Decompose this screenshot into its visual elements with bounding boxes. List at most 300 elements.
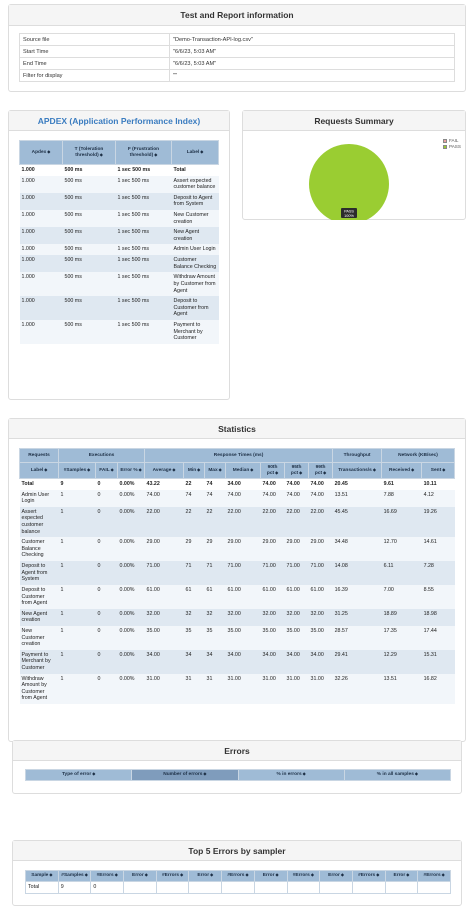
top5-header-label: Error [328, 873, 340, 879]
top5-header-label: Error [132, 873, 144, 879]
table-row [20, 479, 455, 490]
table-row [20, 537, 455, 561]
top5-header[interactable] [385, 871, 418, 882]
table-cell: 32.00 [285, 609, 309, 626]
table-cell: 1 sec 500 ms [116, 272, 172, 296]
info-value: "6/6/23, 5:03 AM" [170, 46, 455, 58]
stats-group-header: Requests [20, 449, 59, 463]
table-cell: 0.00% [118, 490, 145, 507]
sort-icon: ◆ [275, 469, 279, 475]
table-cell: 74 [184, 490, 205, 507]
legend-pass-label: PASS [449, 144, 461, 149]
table-cell: 71.00 [285, 561, 309, 585]
stats-header[interactable] [20, 463, 59, 479]
errors-header[interactable] [238, 770, 344, 781]
apdex-panel [8, 110, 230, 400]
table-cell: New Agent creation [20, 609, 59, 626]
stats-header-label: 90th pct [266, 464, 278, 476]
table-cell: 1 sec 500 ms [116, 244, 172, 255]
table-cell: 71.00 [309, 561, 333, 585]
stats-header-label: Min [187, 467, 197, 473]
errors-title: Errors [13, 741, 461, 761]
pie-label: PASS [344, 209, 354, 214]
legend-pass[interactable] [443, 144, 461, 150]
table-cell: 61 [205, 585, 226, 609]
table-cell: Deposit to Customer from Agent [172, 296, 219, 320]
table-cell: 1 [59, 650, 96, 674]
table-cell: 43.22 [145, 479, 184, 490]
stats-header[interactable] [261, 463, 285, 479]
sort-icon: ◆ [87, 466, 91, 472]
table-cell: 0 [96, 585, 118, 609]
table-cell: 500 ms [63, 244, 116, 255]
table-cell: 74.00 [309, 479, 333, 490]
stats-header[interactable] [226, 463, 261, 479]
table-cell: 74.00 [145, 490, 184, 507]
top5-header[interactable] [352, 871, 385, 882]
table-cell: 34.00 [285, 650, 309, 674]
table-cell: 4.12 [422, 490, 455, 507]
stats-header[interactable] [205, 463, 226, 479]
top5-header-label: Error [197, 873, 210, 879]
sort-icon: ◆ [44, 466, 48, 472]
table-cell: 22 [205, 507, 226, 537]
table-cell: 71.00 [261, 561, 285, 585]
table-cell: 22.00 [261, 507, 285, 537]
info-label: Start Time [20, 46, 170, 58]
stats-header[interactable] [382, 463, 422, 479]
top5-header[interactable] [320, 871, 353, 882]
errors-panel [12, 740, 462, 794]
statistics-table [19, 448, 455, 704]
top5-header[interactable] [418, 871, 451, 882]
table-cell: 16.39 [333, 585, 382, 609]
table-cell: 1.000 [20, 176, 63, 193]
stats-header[interactable] [96, 463, 118, 479]
errors-header[interactable] [26, 770, 132, 781]
table-cell: 71 [205, 561, 226, 585]
table-cell: 1.000 [20, 210, 63, 227]
table-cell: Total [172, 165, 219, 176]
table-cell: Admin User Login [20, 490, 59, 507]
table-row [20, 585, 455, 609]
sort-icon: ◆ [144, 872, 148, 878]
table-cell: 32.00 [309, 609, 333, 626]
table-cell: Payment to Merchant by Customer [20, 650, 59, 674]
table-cell: 9.61 [382, 479, 422, 490]
table-cell: 32.26 [333, 674, 382, 704]
table-row [26, 882, 451, 894]
table-cell: 17.44 [422, 626, 455, 650]
stats-header[interactable] [184, 463, 205, 479]
sort-icon: ◆ [245, 872, 249, 878]
table-cell: New Customer creation [172, 210, 219, 227]
table-cell: 31.00 [285, 674, 309, 704]
table-cell: 18.89 [382, 609, 422, 626]
table-cell: 7.00 [382, 585, 422, 609]
top5-header-label: Error [393, 873, 406, 879]
sort-icon: ◆ [210, 872, 214, 878]
sort-icon: ◆ [442, 466, 446, 472]
table-cell: 29.00 [226, 537, 261, 561]
table-cell: 22.00 [145, 507, 184, 537]
table-cell: 8.55 [422, 585, 455, 609]
info-row [20, 58, 455, 70]
apdex-header-label: Label [186, 149, 200, 155]
table-cell: 34.00 [226, 479, 261, 490]
table-row [20, 176, 219, 193]
table-cell: 1.000 [20, 296, 63, 320]
table-cell [385, 882, 418, 894]
table-cell: Assert expected customer balance [172, 176, 219, 193]
top5-title: Top 5 Errors by sampler [13, 841, 461, 861]
stats-header-label: #Samples [63, 467, 87, 473]
stats-header-label: 99th pct [314, 464, 326, 476]
table-cell: 34.00 [226, 650, 261, 674]
statistics-title: Statistics [9, 419, 465, 439]
table-cell: 74.00 [309, 490, 333, 507]
table-cell: 0.00% [118, 537, 145, 561]
apdex-table [19, 140, 219, 344]
table-cell: Assert expected customer balance [20, 507, 59, 537]
stats-header[interactable] [145, 463, 184, 479]
apdex-header[interactable] [116, 141, 172, 165]
table-cell: 0 [96, 626, 118, 650]
table-cell: 29.00 [261, 537, 285, 561]
table-cell: Withdraw Amount by Customer from Agent [20, 674, 59, 704]
table-cell: 34.48 [333, 537, 382, 561]
test-info-title: Test and Report information [9, 5, 465, 26]
table-row [20, 210, 219, 227]
sort-icon: ◆ [49, 872, 53, 878]
table-cell: 0 [96, 490, 118, 507]
table-cell: 500 ms [63, 176, 116, 193]
table-cell: 61.00 [309, 585, 333, 609]
table-cell: 1 [59, 490, 96, 507]
table-cell: 16.82 [422, 674, 455, 704]
stats-header-label: Label [30, 467, 44, 473]
table-cell: 1.000 [20, 320, 63, 344]
table-cell: 1 [59, 561, 96, 585]
stats-header[interactable] [285, 463, 309, 479]
stats-header[interactable] [59, 463, 96, 479]
table-row [20, 227, 219, 244]
table-cell: 35 [184, 626, 205, 650]
table-cell: 7.28 [422, 561, 455, 585]
table-cell: 61 [184, 585, 205, 609]
table-cell [352, 882, 385, 894]
statistics-panel [8, 418, 466, 742]
table-cell: 61.00 [226, 585, 261, 609]
requests-summary-legend [443, 138, 461, 150]
sort-icon: ◆ [406, 872, 410, 878]
apdex-header[interactable] [20, 141, 63, 165]
pie-label-pct: 100% [344, 214, 354, 218]
sort-icon: ◆ [275, 872, 279, 878]
sort-icon: ◆ [172, 466, 176, 472]
table-cell: 0 [96, 609, 118, 626]
table-cell: 1 sec 500 ms [116, 165, 172, 176]
errors-header[interactable] [132, 770, 238, 781]
table-cell: 74.00 [285, 479, 309, 490]
table-cell: 0 [96, 537, 118, 561]
table-row [20, 609, 455, 626]
top5-header[interactable] [26, 871, 59, 882]
table-cell: Customer Balance Checking [172, 255, 219, 272]
top5-header[interactable] [287, 871, 320, 882]
info-value: "Demo-Transaction-API-log.csv" [170, 34, 455, 46]
legend-fail-label: FAIL [449, 138, 459, 143]
table-cell: 500 ms [63, 193, 116, 210]
sort-icon: ◆ [197, 466, 201, 472]
table-cell: Payment to Merchant by Customer [172, 320, 219, 344]
table-row [20, 320, 219, 344]
table-cell: 22 [184, 507, 205, 537]
top5-header-label: Sample [31, 873, 49, 879]
sort-icon: ◆ [250, 466, 254, 472]
table-cell: 1 sec 500 ms [116, 320, 172, 344]
top5-header[interactable] [156, 871, 189, 882]
table-cell: 1 [59, 507, 96, 537]
table-row [20, 626, 455, 650]
table-cell: 0.00% [118, 674, 145, 704]
table-cell: 1 [59, 585, 96, 609]
table-cell: 15.31 [422, 650, 455, 674]
sort-icon: ◆ [110, 466, 114, 472]
top5-header[interactable] [58, 871, 91, 882]
test-info-table [19, 33, 455, 82]
table-cell: 45.45 [333, 507, 382, 537]
sort-icon: ◆ [411, 466, 415, 472]
table-cell: 14.61 [422, 537, 455, 561]
table-row [20, 507, 455, 537]
table-cell: 0.00% [118, 479, 145, 490]
table-cell: 74.00 [285, 490, 309, 507]
table-row [20, 244, 219, 255]
table-cell: 13.51 [333, 490, 382, 507]
table-cell: 1.000 [20, 193, 63, 210]
table-cell: 22.00 [226, 507, 261, 537]
apdex-header-label: Apdex [31, 149, 47, 155]
top5-header[interactable] [124, 871, 157, 882]
top5-header[interactable] [91, 871, 124, 882]
table-cell: 9 [59, 479, 96, 490]
table-cell: 22.00 [309, 507, 333, 537]
table-row [20, 650, 455, 674]
table-cell: 74.00 [261, 479, 285, 490]
sort-icon: ◆ [299, 469, 303, 475]
table-cell [287, 882, 320, 894]
top5-header[interactable] [254, 871, 287, 882]
table-row [20, 255, 219, 272]
stats-header-label: Error % [120, 467, 138, 473]
top5-header-label: #Errors [423, 873, 441, 879]
top5-header-label: Error [262, 873, 275, 879]
table-cell: 1 [59, 626, 96, 650]
top5-table [25, 870, 451, 894]
stats-header[interactable] [422, 463, 455, 479]
stats-header[interactable] [118, 463, 145, 479]
table-cell: 500 ms [63, 255, 116, 272]
stats-header[interactable] [333, 463, 382, 479]
table-cell: Deposit to Customer from Agent [20, 585, 59, 609]
table-cell: 0 [91, 882, 124, 894]
table-cell: 12.70 [382, 537, 422, 561]
table-cell: 1 [59, 537, 96, 561]
table-cell: 34.00 [261, 650, 285, 674]
sort-icon: ◆ [372, 466, 376, 472]
table-cell: 500 ms [63, 227, 116, 244]
table-cell: 0 [96, 479, 118, 490]
stats-header-label: FAIL [99, 467, 110, 473]
top5-header-label: #Samples [61, 873, 84, 879]
table-row [20, 193, 219, 210]
table-cell: 61.00 [145, 585, 184, 609]
sort-icon: ◆ [310, 872, 314, 878]
table-cell: 35.00 [145, 626, 184, 650]
legend-fail-swatch [443, 139, 447, 143]
table-cell: 32.00 [145, 609, 184, 626]
apdex-header[interactable] [172, 141, 219, 165]
table-cell: 0 [96, 674, 118, 704]
sort-icon: ◆ [203, 771, 207, 777]
table-cell: 74 [205, 479, 226, 490]
sort-icon: ◆ [302, 771, 306, 777]
table-cell: 1 sec 500 ms [116, 227, 172, 244]
top5-header[interactable] [189, 871, 222, 882]
table-cell: Deposit to Agent from System [172, 193, 219, 210]
table-cell: 28.57 [333, 626, 382, 650]
errors-header-label: % in all samples [376, 772, 414, 778]
table-cell: 29.41 [333, 650, 382, 674]
sort-icon: ◆ [154, 151, 158, 157]
table-cell: New Customer creation [20, 626, 59, 650]
table-cell: 6.11 [382, 561, 422, 585]
sort-icon: ◆ [441, 872, 445, 878]
stats-header-label: Transactions/s [338, 467, 372, 473]
info-label: Source file [20, 34, 170, 46]
table-cell: 29 [184, 537, 205, 561]
table-cell: 7.88 [382, 490, 422, 507]
stats-group-header: Throughput [333, 449, 382, 463]
table-cell: 61.00 [261, 585, 285, 609]
table-cell: 500 ms [63, 165, 116, 176]
stats-group-header: Network (KB/sec) [382, 449, 455, 463]
table-cell: 1.000 [20, 227, 63, 244]
table-cell: 0.00% [118, 561, 145, 585]
table-cell: 1 sec 500 ms [116, 193, 172, 210]
stats-header-label: Received [388, 467, 411, 473]
table-cell: 32 [205, 609, 226, 626]
sort-icon: ◆ [47, 148, 51, 154]
table-cell: 20.45 [333, 479, 382, 490]
table-cell: 17.35 [382, 626, 422, 650]
table-cell: 500 ms [63, 320, 116, 344]
table-cell: New Agent creation [172, 227, 219, 244]
table-cell: 35.00 [285, 626, 309, 650]
table-cell: 35.00 [261, 626, 285, 650]
table-cell: 31 [205, 674, 226, 704]
table-cell: 35.00 [309, 626, 333, 650]
top5-header-label: #Errors [358, 873, 376, 879]
table-cell: 0.00% [118, 609, 145, 626]
sort-icon: ◆ [99, 151, 103, 157]
stats-header-label: Max [208, 467, 218, 473]
stats-header-label: 95th pct [290, 464, 302, 476]
apdex-header-label: F (Frustration threshold) [127, 146, 160, 158]
top5-header[interactable] [222, 871, 255, 882]
table-cell: Deposit to Agent from System [20, 561, 59, 585]
sort-icon: ◆ [84, 872, 88, 878]
sort-icon: ◆ [200, 148, 204, 154]
table-cell: 71.00 [145, 561, 184, 585]
sort-icon: ◆ [218, 466, 222, 472]
errors-header[interactable] [344, 770, 450, 781]
info-row [20, 46, 455, 58]
table-cell [156, 882, 189, 894]
sort-icon: ◆ [114, 872, 118, 878]
table-cell: 1.000 [20, 272, 63, 296]
table-cell: Total [20, 479, 59, 490]
apdex-header[interactable] [63, 141, 116, 165]
table-cell: 29.00 [145, 537, 184, 561]
sort-icon: ◆ [180, 872, 184, 878]
stats-group-header: Executions [59, 449, 145, 463]
table-cell: 0 [96, 650, 118, 674]
table-cell: 31.00 [226, 674, 261, 704]
table-cell: 31.00 [309, 674, 333, 704]
table-cell: 29 [205, 537, 226, 561]
table-row [20, 296, 219, 320]
table-cell: 35.00 [226, 626, 261, 650]
legend-pass-swatch [443, 145, 447, 149]
info-row [20, 34, 455, 46]
info-row [20, 70, 455, 82]
info-value: "" [170, 70, 455, 82]
top5-panel [12, 840, 462, 906]
table-cell: 19.26 [422, 507, 455, 537]
sort-icon: ◆ [376, 872, 380, 878]
table-cell: 0 [96, 507, 118, 537]
stats-group-header: Response Times (ms) [145, 449, 333, 463]
stats-header[interactable] [309, 463, 333, 479]
table-cell: 0.00% [118, 650, 145, 674]
table-cell: 32 [184, 609, 205, 626]
apdex-title: APDEX (Application Performance Index) [9, 111, 229, 131]
sort-icon: ◆ [340, 872, 344, 878]
table-cell: 34 [205, 650, 226, 674]
table-cell: 74 [205, 490, 226, 507]
top5-header-label: #Errors [292, 873, 310, 879]
table-cell: 61.00 [285, 585, 309, 609]
table-row [20, 561, 455, 585]
table-cell: 12.29 [382, 650, 422, 674]
table-cell: 74.00 [261, 490, 285, 507]
table-cell: 18.98 [422, 609, 455, 626]
table-cell: 16.69 [382, 507, 422, 537]
table-cell: 31.25 [333, 609, 382, 626]
table-cell: Total [26, 882, 59, 894]
sort-icon: ◆ [323, 469, 327, 475]
table-cell: Admin User Login [172, 244, 219, 255]
table-cell: 31 [184, 674, 205, 704]
table-cell: 500 ms [63, 296, 116, 320]
table-cell: 0 [96, 561, 118, 585]
stats-header-label: Sent [430, 467, 442, 473]
table-cell: 1 [59, 674, 96, 704]
table-cell [222, 882, 255, 894]
stats-header-label: Average [152, 467, 172, 473]
